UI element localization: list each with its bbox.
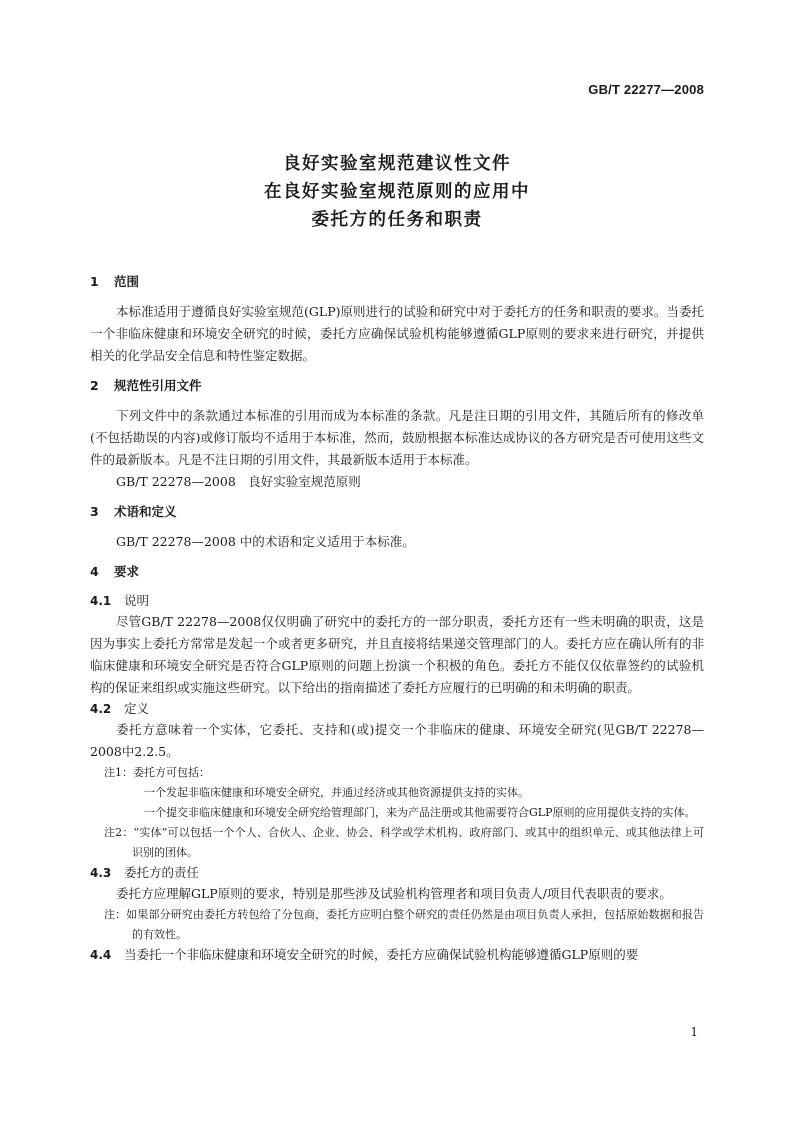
page-number: 1 bbox=[690, 1025, 698, 1039]
note-subcontract: 注：如果部分研究由委托方转包给了分包商，委托方应明白整个研究的责任仍然是由项目负责人承担，包括原始数据和报告的有效性。 bbox=[104, 908, 704, 941]
subsection-number: 4.2 bbox=[90, 702, 112, 716]
reference-item: GB/T 22278—2008 良好实验室规范原则 bbox=[116, 474, 361, 489]
subsection-number: 4.1 bbox=[90, 594, 112, 608]
references-paragraph: 下列文件中的条款通过本标准的引用而成为本标准的条款。凡是注日期的引用文件，其随后所有的修改单(不包括勘误的内容)或修订版均不适用于本标准，然而，鼓励根据本标准达成协议的各方研究是否可使用这些文件的最新版本。凡是不注日期的引用文件，其最新版本适用于本标准。 bbox=[90, 408, 704, 467]
document-title bbox=[0, 150, 794, 234]
standard-code: GB/T 22277—2008 bbox=[588, 82, 704, 97]
section-title: 术语和定义 bbox=[114, 504, 177, 519]
note-1-item-2: 一个提交非临床健康和环境安全研究给管理部门，来为产品注册或其他需要符合GLP原则的应用提供支持的实体。 bbox=[144, 806, 696, 819]
subsection-heading-4-1 bbox=[90, 591, 704, 611]
subsection-number: 4.4 bbox=[90, 948, 112, 962]
scope-paragraph: 本标准适用于遵循良好实验室规范(GLP)原则进行的试验和研究中对于委托方的任务和职责的要求。当委托一个非临床健康和环境安全研究的时候，委托方应确保试验机构能够遵循GLP原则的要求来进行研究，并提供相关的化学品安全信息和特性鉴定数据。 bbox=[90, 304, 704, 363]
section-heading-requirements bbox=[90, 563, 704, 581]
sponsor-responsibility-paragraph: 委托方应理解GLP原则的要求，特别是那些涉及试验机构管理者和项目负责人/项目代表职责的要求。 bbox=[116, 886, 672, 901]
subsection-heading-4-2 bbox=[90, 699, 704, 719]
title-line-3: 委托方的任务和职责 bbox=[311, 210, 483, 230]
explanation-paragraph: 尽管GB/T 22278—2008仅仅明确了研究中的委托方的一部分职责，委托方还有一些未明确的职责，这是因为事实上委托方常常是发起一个或者更多研究，并且直接将结果递交管理部门的人。委托方应在确认所有的非临床健康和环境安全研究是否符合GLP原则的问题上扮演一个积极的角色。委托方不能仅仅依靠签约的试验机构的保证来组织或实施这些研究。以下给出的指南描述了委托方应履行的已明确的和未明确的职责。 bbox=[90, 614, 704, 695]
section-heading-terms bbox=[90, 503, 704, 521]
note-1-label: 注1：委托方可包括： bbox=[104, 766, 210, 779]
section-number: 2 bbox=[90, 378, 99, 393]
section-heading-normative-references bbox=[90, 377, 704, 395]
section-title: 规范性引用文件 bbox=[114, 378, 202, 393]
note-2: 注2：“实体”可以包括一个个人、合伙人、企业、协会、科学或学术机构、政府部门、或其中的组织单元、或其他法律上可识别的团体。 bbox=[104, 826, 704, 859]
subsection-number: 4.3 bbox=[90, 866, 112, 880]
section-number: 3 bbox=[90, 504, 99, 519]
subsection-title: 委托方的责任 bbox=[124, 865, 200, 880]
section-title: 要求 bbox=[114, 564, 140, 579]
section-title: 范围 bbox=[114, 274, 140, 289]
subsection-title: 定义 bbox=[124, 701, 150, 716]
note-1-item-1: 一个发起非临床健康和环境安全研究，并通过经济或其他资源提供支持的实体。 bbox=[144, 786, 529, 799]
section-number: 1 bbox=[90, 274, 99, 289]
subsection-4-4 bbox=[90, 945, 704, 965]
subsection-heading-4-3 bbox=[90, 863, 704, 883]
document-body bbox=[90, 273, 704, 965]
terms-paragraph: GB/T 22278—2008 中的术语和定义适用于本标准。 bbox=[116, 534, 415, 549]
section-heading-scope bbox=[90, 273, 704, 291]
definition-paragraph: 委托方意味着一个实体，它委托、支持和(或)提交一个非临床的健康、环境安全研究(见GB/T 22278—2008中2.2.5。 bbox=[90, 722, 704, 759]
subsection-text: 当委托一个非临床健康和环境安全研究的时候，委托方应确保试验机构能够遵循GLP原则的要 bbox=[124, 947, 639, 962]
section-number: 4 bbox=[90, 564, 99, 579]
subsection-title: 说明 bbox=[124, 593, 150, 608]
title-line-2: 在良好实验室规范原则的应用中 bbox=[264, 182, 530, 202]
title-line-1: 良好实验室规范建议性文件 bbox=[283, 154, 511, 174]
